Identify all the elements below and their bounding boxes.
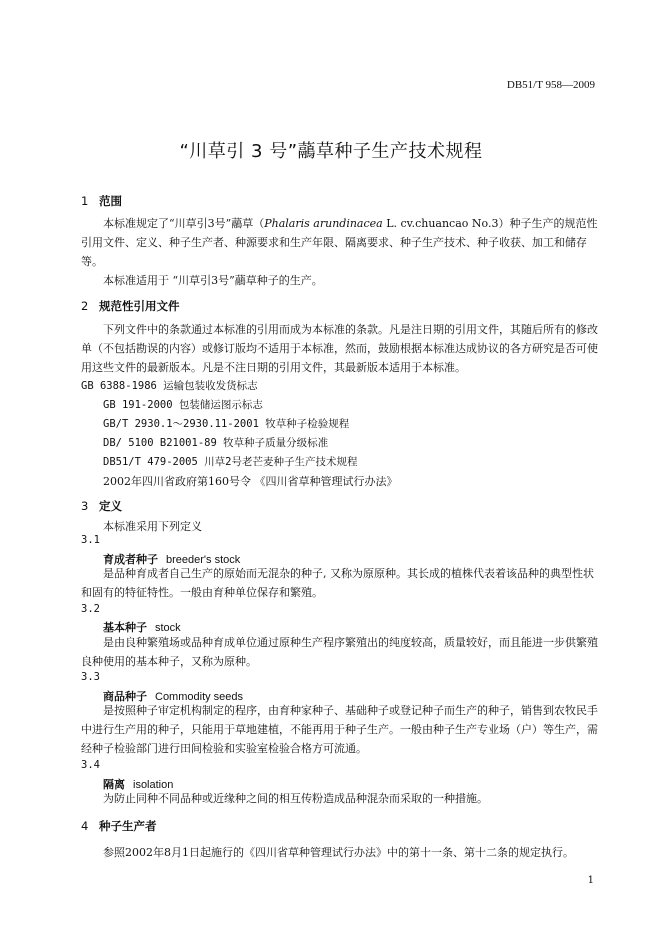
definition-number: 3.2 — [81, 603, 100, 615]
definition-text: 是由良种繁殖场或品种育成单位通过原种生产程序繁殖出的纯度较高，质量较好，而且能进一步供繁殖良种使用的基本种子，又称为原种。 — [81, 636, 598, 668]
section-1-paragraph-2: 本标准适用于 “川草引3号”虉草种子的生产。 — [103, 274, 323, 287]
section-3-title: 定义 — [99, 499, 122, 513]
definition-number: 3.4 — [81, 759, 100, 771]
term-zh: 隔离 — [103, 778, 125, 791]
page-number: 1 — [587, 875, 594, 886]
scope-text-a: 本标准规定了“川草引3号”虉草（ — [103, 217, 265, 230]
scope-text-b: L. cv.chuancao No.3）种子生产的规范性引用文件、定义、种子生产者、种源要求和生产年限、隔离要求、种子生产技术、种子收获、加工和储存等。 — [81, 217, 598, 268]
definitions-intro: 本标准采用下列定义 — [103, 520, 202, 533]
section-1-title: 范围 — [99, 194, 122, 208]
section-2-paragraph-1: 下列文件中的条款通过本标准的引用而成为本标准的条款。凡是注日期的引用文件，其随后所有的修改单（不包括勘误的内容）或修订版均不适用于本标准，然而，鼓励根据本标准达成协议的各方研究是否可使用这些文件的最新版本。凡是不注日期的引用文件，其最新版本适用于本标准。 — [81, 323, 598, 374]
section-4-title: 种子生产者 — [99, 819, 157, 833]
section-4-heading — [81, 818, 157, 834]
section-3-number: 3 — [81, 499, 89, 513]
definition-text: 为防止同种不同品种或近缘种之间的相互传粉造成品种混杂而采取的一种措施。 — [103, 792, 488, 805]
definition-number: 3.3 — [81, 671, 100, 683]
document-title: “川草引 3 号”虉草种子生产技术规程 — [179, 141, 483, 162]
term-en: isolation — [133, 779, 174, 791]
reference-item: 2002年四川省政府第160号令 《四川省草种管理试行办法》 — [103, 475, 398, 488]
section-1-number: 1 — [81, 194, 89, 208]
section-2-title: 规范性引用文件 — [99, 299, 180, 313]
document-number: DB51/T 958—2009 — [506, 79, 595, 91]
reference-item: DB51/T 479-2005 川草2号老芒麦种子生产技术规程 — [103, 456, 358, 468]
term-zh: 基本种子 — [103, 621, 147, 634]
term-en: Commodity seeds — [155, 691, 244, 703]
latin-name: Phalaris arundinacea — [264, 217, 383, 230]
section-1-paragraph-1 — [81, 214, 601, 271]
section-4-number: 4 — [81, 819, 89, 833]
term-en: stock — [155, 622, 181, 634]
section-4-paragraph-1: 参照2002年8月1日起施行的《四川省草种管理试行办法》中的第十一条、第十二条的规定执行。 — [103, 846, 574, 859]
section-2-number: 2 — [81, 299, 89, 313]
reference-item: DB/ 5100 B21001-89 牧草种子质量分级标准 — [103, 437, 329, 449]
reference-item: GB/T 2930.1～2930.11-2001 牧草种子检验规程 — [103, 418, 350, 430]
reference-item: GB 6388-1986 运输包装收发货标志 — [81, 380, 258, 392]
reference-item: GB 191-2000 包装储运图示标志 — [103, 399, 263, 411]
definition-text: 是品种育成者自己生产的原始而无混杂的种子, 又称为原原种。其长成的植株代表着该品种的典型性状和固有的特征特性。一般由育种单位保存和繁殖。 — [81, 567, 594, 599]
section-1-heading — [81, 193, 122, 209]
definition-text: 是按照种子审定机构制定的程序，由育种家种子、基础种子或登记种子而生产的种子，销售到农牧民手中进行生产用的种子，只能用于草地建植，不能再用于种子生产。一般由种子生产专业场（户）等生产，需经种子检验部门进行田间检验和实验室检验合格方可流通。 — [81, 704, 598, 755]
section-2-heading — [81, 298, 180, 314]
term-zh: 育成者种子 — [103, 553, 158, 566]
section-3-heading — [81, 498, 122, 514]
term-en: breeder's stock — [166, 554, 241, 566]
term-zh: 商品种子 — [103, 690, 147, 703]
definition-number: 3.1 — [81, 534, 100, 546]
